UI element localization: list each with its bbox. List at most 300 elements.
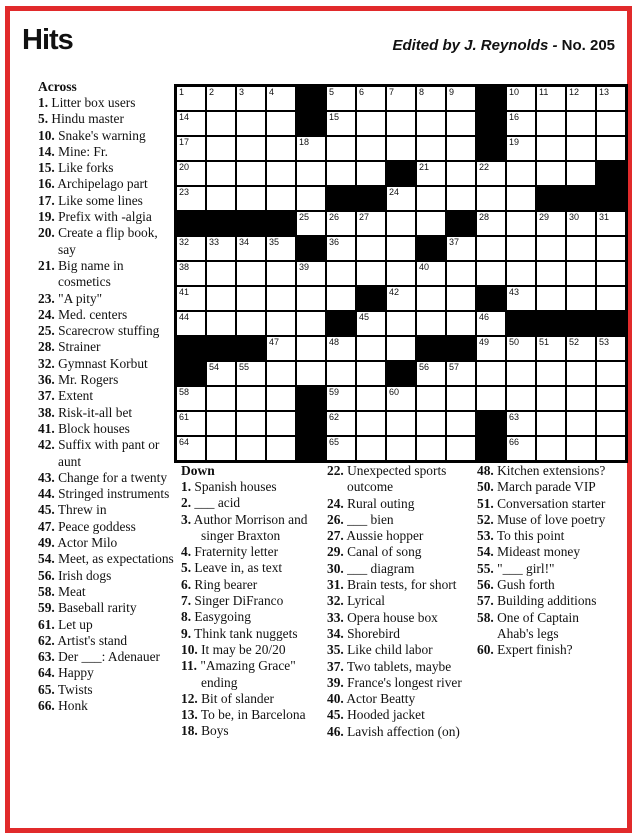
grid-cell[interactable]	[536, 361, 566, 386]
grid-cell-black	[476, 411, 506, 436]
grid-cell[interactable]	[236, 161, 266, 186]
grid-cell[interactable]	[266, 311, 296, 336]
grid-cell[interactable]	[356, 161, 386, 186]
clue-number: 17.	[38, 192, 55, 208]
issue-number: No. 205	[561, 37, 615, 54]
grid-cell[interactable]	[356, 136, 386, 161]
clue-item: 19. Prefix with -algia	[38, 209, 152, 225]
grid-cell[interactable]	[566, 386, 596, 411]
grid-cell[interactable]	[446, 436, 476, 461]
grid-cell[interactable]	[176, 386, 206, 411]
clue-item: 9. Think tank nuggets	[181, 625, 298, 641]
grid-cell[interactable]	[566, 286, 596, 311]
grid-cell[interactable]	[536, 286, 566, 311]
grid-cell[interactable]	[176, 236, 206, 261]
grid-cell[interactable]	[566, 161, 596, 186]
grid-cell-number: 23	[179, 187, 190, 197]
clue-number: 6.	[181, 576, 192, 592]
grid-cell[interactable]	[596, 436, 626, 461]
clue-number: 13.	[181, 707, 198, 723]
grid-cell[interactable]	[206, 236, 236, 261]
clue-number: 63.	[38, 649, 55, 665]
grid-cell[interactable]	[476, 261, 506, 286]
grid-cell[interactable]	[446, 86, 476, 111]
clue-number: 1.	[38, 95, 49, 110]
grid-cell[interactable]	[326, 286, 356, 311]
grid-cell-black	[446, 336, 476, 361]
grid-cell[interactable]	[566, 111, 596, 136]
grid-cell[interactable]	[536, 86, 566, 111]
grid-cell[interactable]	[416, 386, 446, 411]
grid-cell-black	[596, 186, 626, 211]
clue-item: 8. Easygoing	[181, 609, 251, 625]
grid-cell[interactable]	[476, 311, 506, 336]
grid-cell[interactable]	[566, 211, 596, 236]
grid-cell[interactable]	[536, 386, 566, 411]
grid-cell-black	[296, 436, 326, 461]
grid-cell[interactable]	[266, 261, 296, 286]
grid-cell[interactable]	[536, 136, 566, 161]
clue-item: 32. Gymnast Korbut	[38, 355, 148, 371]
grid-cell-black	[176, 361, 206, 386]
grid-cell[interactable]	[536, 236, 566, 261]
grid-cell[interactable]	[596, 336, 626, 361]
clue-item: 5. Hindu master	[38, 111, 124, 127]
clue-number: 56.	[477, 577, 494, 593]
clue-item: 62. Artist's stand	[38, 632, 128, 648]
grid-cell-black	[296, 86, 326, 111]
grid-cell[interactable]	[296, 286, 326, 311]
clue-item: 47. Peace goddess	[38, 518, 136, 534]
grid-cell[interactable]	[566, 136, 596, 161]
grid-cell-number: 56	[419, 362, 430, 372]
grid-cell[interactable]	[356, 361, 386, 386]
grid-cell[interactable]	[536, 411, 566, 436]
grid-cell[interactable]	[176, 411, 206, 436]
grid-cell[interactable]	[236, 286, 266, 311]
grid-cell[interactable]	[386, 236, 416, 261]
grid-cell-number: 25	[299, 212, 310, 222]
grid-cell[interactable]	[386, 411, 416, 436]
grid-cell-number: 21	[419, 162, 430, 172]
clue-number: 7.	[181, 593, 192, 609]
grid-cell[interactable]	[506, 161, 536, 186]
grid-cell[interactable]	[416, 311, 446, 336]
grid-cell[interactable]	[356, 386, 386, 411]
grid-cell-number: 38	[179, 262, 190, 272]
grid-cell[interactable]	[386, 86, 416, 111]
clue-item: 11. "Amazing Grace" ending	[181, 658, 296, 690]
grid-cell[interactable]	[266, 336, 296, 361]
grid-cell-number: 37	[449, 237, 460, 247]
grid-cell-black	[386, 361, 416, 386]
grid-cell-number: 34	[239, 237, 250, 247]
grid-cell[interactable]	[596, 411, 626, 436]
grid-cell[interactable]	[446, 311, 476, 336]
grid-cell[interactable]	[356, 211, 386, 236]
clue-item: 54. Meet, as expectations	[38, 551, 174, 567]
grid-cell[interactable]	[176, 186, 206, 211]
clue-item: 20. Create a flip book, say	[38, 225, 158, 257]
clue-item: 39. France's longest river	[327, 674, 462, 690]
grid-cell-number: 31	[599, 212, 610, 222]
clue-number: 26.	[327, 511, 344, 527]
grid-cell-number: 58	[179, 387, 190, 397]
grid-cell[interactable]	[476, 211, 506, 236]
clue-number: 34.	[327, 625, 344, 641]
grid-cell[interactable]	[326, 261, 356, 286]
grid-cell[interactable]	[506, 211, 536, 236]
clue-number: 1.	[181, 479, 192, 494]
clue-item: 31. Brain tests, for short	[327, 577, 457, 593]
clue-item: 14. Mine: Fr.	[38, 143, 108, 159]
clue-item: 51. Conversation starter	[477, 495, 606, 511]
grid-cell[interactable]	[386, 286, 416, 311]
grid-cell[interactable]	[566, 436, 596, 461]
grid-cell[interactable]	[566, 361, 596, 386]
grid-cell[interactable]	[416, 211, 446, 236]
clue-number: 21.	[38, 257, 55, 273]
grid-cell[interactable]	[566, 86, 596, 111]
grid-cell[interactable]	[266, 136, 296, 161]
clue-item: 10. It may be 20/20	[181, 641, 286, 657]
grid-cell[interactable]	[236, 436, 266, 461]
clue-item: 37. Two tablets, maybe	[327, 658, 452, 674]
grid-cell[interactable]	[236, 111, 266, 136]
grid-cell[interactable]	[446, 136, 476, 161]
grid-cell[interactable]	[356, 86, 386, 111]
grid-cell[interactable]	[266, 286, 296, 311]
grid-cell-black	[536, 311, 566, 336]
grid-cell[interactable]	[386, 336, 416, 361]
grid-cell-number: 45	[359, 312, 370, 322]
grid-cell[interactable]	[236, 86, 266, 111]
grid-cell[interactable]	[206, 86, 236, 111]
clue-number: 56.	[38, 567, 55, 583]
grid-cell[interactable]	[296, 136, 326, 161]
grid-cell[interactable]	[236, 386, 266, 411]
clue-number: 10.	[38, 127, 55, 143]
grid-cell[interactable]	[296, 311, 326, 336]
grid-cell[interactable]	[446, 361, 476, 386]
clue-number: 23.	[38, 290, 55, 306]
grid-cell[interactable]	[506, 236, 536, 261]
clue-item: 5. Leave in, as text	[181, 560, 283, 576]
grid-cell[interactable]	[206, 286, 236, 311]
grid-cell-number: 5	[329, 87, 335, 97]
grid-cell[interactable]	[206, 111, 236, 136]
clue-number: 55.	[477, 560, 494, 576]
grid-cell[interactable]	[206, 361, 236, 386]
grid-cell[interactable]	[476, 361, 506, 386]
clue-number: 44.	[38, 486, 55, 502]
clue-number: 54.	[38, 551, 55, 567]
grid-cell-number: 63	[509, 412, 520, 422]
grid-cell[interactable]	[446, 161, 476, 186]
clue-number: 65.	[38, 681, 55, 697]
grid-cell[interactable]	[596, 236, 626, 261]
grid-cell[interactable]	[596, 286, 626, 311]
grid-cell[interactable]	[176, 86, 206, 111]
grid-cell-black	[476, 86, 506, 111]
grid-cell-black	[296, 411, 326, 436]
grid-cell[interactable]	[176, 261, 206, 286]
clue-number: 32.	[38, 355, 55, 371]
grid-cell[interactable]	[236, 411, 266, 436]
grid-cell-number: 36	[329, 237, 340, 247]
grid-cell[interactable]	[386, 136, 416, 161]
clue-item: 43. Change for a twenty	[38, 469, 168, 485]
grid-cell[interactable]	[596, 386, 626, 411]
clue-number: 12.	[181, 690, 198, 706]
clue-item: 36. Mr. Rogers	[38, 372, 119, 388]
grid-cell[interactable]	[356, 111, 386, 136]
grid-cell[interactable]	[266, 111, 296, 136]
grid-cell[interactable]	[206, 161, 236, 186]
grid-cell-number: 60	[389, 387, 400, 397]
grid-cell[interactable]	[356, 261, 386, 286]
grid-cell-number: 2	[209, 87, 215, 97]
grid-cell[interactable]	[296, 361, 326, 386]
grid-cell-black	[476, 136, 506, 161]
grid-cell[interactable]	[506, 286, 536, 311]
grid-cell[interactable]	[506, 436, 536, 461]
grid-cell-number: 11	[539, 87, 549, 97]
grid-cell[interactable]	[566, 336, 596, 361]
grid-cell[interactable]	[536, 436, 566, 461]
grid-cell[interactable]	[506, 136, 536, 161]
grid-cell[interactable]	[596, 111, 626, 136]
clue-item: 24. Med. centers	[38, 306, 128, 322]
grid-cell[interactable]	[356, 311, 386, 336]
grid-cell-number: 4	[269, 87, 275, 97]
grid-cell[interactable]	[566, 236, 596, 261]
grid-cell[interactable]	[206, 386, 236, 411]
grid-cell[interactable]	[386, 211, 416, 236]
grid-cell[interactable]	[446, 261, 476, 286]
grid-cell[interactable]	[386, 386, 416, 411]
grid-cell[interactable]	[326, 386, 356, 411]
clue-number: 45.	[38, 502, 55, 518]
clue-number: 16.	[38, 176, 55, 192]
grid-cell[interactable]	[266, 436, 296, 461]
clue-item: 45. Threw in	[38, 502, 107, 518]
clue-number: 24.	[38, 306, 55, 322]
grid-cell[interactable]	[416, 361, 446, 386]
grid-cell[interactable]	[176, 286, 206, 311]
clue-item: 64. Happy	[38, 665, 94, 681]
down-clue-list-3	[477, 463, 615, 659]
grid-cell[interactable]	[386, 436, 416, 461]
grid-cell[interactable]	[596, 211, 626, 236]
clue-item: 59. Baseball rarity	[38, 600, 137, 616]
grid-cell[interactable]	[296, 161, 326, 186]
clue-number: 37.	[327, 658, 344, 674]
clue-number: 5.	[38, 111, 49, 127]
grid-cell[interactable]	[206, 436, 236, 461]
clue-number: 49.	[38, 535, 55, 551]
clue-number: 51.	[477, 495, 494, 511]
grid-cell[interactable]	[326, 211, 356, 236]
grid-cell[interactable]	[506, 261, 536, 286]
grid-cell[interactable]	[446, 411, 476, 436]
grid-cell[interactable]	[416, 186, 446, 211]
grid-cell[interactable]	[296, 261, 326, 286]
grid-cell[interactable]	[266, 186, 296, 211]
grid-cell[interactable]	[596, 261, 626, 286]
grid-cell[interactable]	[506, 411, 536, 436]
clue-item: 23. "A pity"	[38, 290, 103, 306]
grid-cell[interactable]	[536, 211, 566, 236]
grid-cell[interactable]	[476, 236, 506, 261]
grid-cell-number: 15	[329, 112, 340, 122]
grid-cell[interactable]	[566, 411, 596, 436]
grid-cell[interactable]	[266, 411, 296, 436]
grid-cell[interactable]	[266, 361, 296, 386]
clue-number: 5.	[181, 560, 192, 576]
grid-cell[interactable]	[206, 136, 236, 161]
grid-cell[interactable]	[566, 261, 596, 286]
clue-number: 31.	[327, 577, 344, 593]
grid-cell[interactable]	[326, 436, 356, 461]
grid-cell[interactable]	[446, 286, 476, 311]
grid-cell[interactable]	[416, 411, 446, 436]
grid-cell[interactable]	[236, 311, 266, 336]
grid-cell[interactable]	[236, 186, 266, 211]
grid-cell[interactable]	[446, 236, 476, 261]
grid-cell[interactable]	[266, 86, 296, 111]
grid-cell[interactable]	[536, 161, 566, 186]
clue-number: 9.	[181, 625, 192, 641]
grid-cell[interactable]	[296, 211, 326, 236]
grid-cell-black	[476, 286, 506, 311]
clue-number: 8.	[181, 609, 192, 625]
grid-cell-number: 3	[239, 87, 245, 97]
grid-cell-number: 18	[299, 137, 310, 147]
clue-number: 29.	[327, 544, 344, 560]
grid-cell[interactable]	[326, 236, 356, 261]
clue-item: 32. Lyrical	[327, 593, 386, 609]
grid-cell[interactable]	[236, 136, 266, 161]
grid-cell-number: 9	[449, 87, 455, 97]
grid-cell[interactable]	[356, 411, 386, 436]
grid-cell[interactable]	[476, 336, 506, 361]
grid-cell[interactable]	[506, 86, 536, 111]
grid-cell[interactable]	[356, 436, 386, 461]
grid-cell[interactable]	[326, 136, 356, 161]
grid-cell[interactable]	[326, 411, 356, 436]
clue-item: 22. Unexpected sports outcome	[327, 463, 447, 495]
grid-cell[interactable]	[326, 111, 356, 136]
grid-cell[interactable]	[326, 86, 356, 111]
grid-cell[interactable]	[176, 311, 206, 336]
grid-cell[interactable]	[596, 86, 626, 111]
grid-cell[interactable]	[236, 261, 266, 286]
down-header: Down	[181, 463, 215, 478]
grid-cell-black	[176, 336, 206, 361]
grid-cell[interactable]	[506, 111, 536, 136]
grid-cell[interactable]	[326, 336, 356, 361]
grid-cell[interactable]	[386, 311, 416, 336]
grid-cell[interactable]	[446, 186, 476, 211]
grid-cell[interactable]	[416, 86, 446, 111]
clue-item: 45. Hooded jacket	[327, 707, 425, 723]
clue-item: 58. Meat	[38, 583, 86, 599]
clue-number: 48.	[477, 463, 494, 478]
grid-cell-black	[596, 311, 626, 336]
grid-cell[interactable]	[386, 261, 416, 286]
grid-cell[interactable]	[416, 111, 446, 136]
grid-cell[interactable]	[326, 361, 356, 386]
grid-cell[interactable]	[356, 236, 386, 261]
clue-item: 61. Let up	[38, 616, 93, 632]
grid-cell[interactable]	[536, 336, 566, 361]
clue-number: 53.	[477, 528, 494, 544]
grid-cell[interactable]	[506, 386, 536, 411]
grid-cell[interactable]	[506, 186, 536, 211]
clue-number: 19.	[38, 209, 55, 225]
clue-number: 20.	[38, 225, 55, 241]
grid-cell[interactable]	[536, 111, 566, 136]
grid-cell-number: 29	[539, 212, 550, 222]
grid-cell[interactable]	[266, 386, 296, 411]
grid-cell[interactable]	[416, 136, 446, 161]
grid-cell[interactable]	[536, 261, 566, 286]
grid-cell[interactable]	[356, 336, 386, 361]
grid-cell[interactable]	[206, 411, 236, 436]
grid-cell[interactable]	[266, 236, 296, 261]
grid-cell[interactable]	[296, 336, 326, 361]
grid-cell[interactable]	[596, 361, 626, 386]
grid-cell[interactable]	[236, 236, 266, 261]
clue-item: 17. Like some lines	[38, 192, 143, 208]
grid-cell[interactable]	[506, 336, 536, 361]
grid-cell[interactable]	[476, 161, 506, 186]
grid-cell[interactable]	[236, 361, 266, 386]
grid-cell[interactable]	[446, 111, 476, 136]
grid-cell[interactable]	[176, 136, 206, 161]
grid-cell[interactable]	[506, 361, 536, 386]
grid-cell[interactable]	[326, 161, 356, 186]
grid-cell[interactable]	[416, 286, 446, 311]
grid-cell[interactable]	[296, 186, 326, 211]
grid-cell-black	[236, 211, 266, 236]
grid-cell[interactable]	[266, 161, 296, 186]
grid-cell[interactable]	[176, 111, 206, 136]
grid-cell[interactable]	[206, 186, 236, 211]
grid-cell[interactable]	[416, 161, 446, 186]
grid-cell[interactable]	[206, 311, 236, 336]
grid-cell-number: 30	[569, 212, 580, 222]
grid-cell[interactable]	[206, 261, 236, 286]
grid-cell-black	[536, 186, 566, 211]
grid-cell[interactable]	[446, 386, 476, 411]
clue-number: 14.	[38, 143, 55, 159]
grid-cell[interactable]	[386, 111, 416, 136]
grid-cell[interactable]	[476, 186, 506, 211]
clue-number: 54.	[477, 544, 494, 560]
clue-number: 60.	[477, 642, 494, 658]
grid-cell[interactable]	[416, 261, 446, 286]
clue-number: 10.	[181, 641, 198, 657]
clue-item: 35. Like child labor	[327, 642, 433, 658]
grid-cell[interactable]	[386, 186, 416, 211]
grid-cell[interactable]	[176, 436, 206, 461]
grid-cell[interactable]	[596, 136, 626, 161]
grid-cell[interactable]	[176, 161, 206, 186]
grid-cell[interactable]	[476, 386, 506, 411]
grid-cell[interactable]	[416, 436, 446, 461]
